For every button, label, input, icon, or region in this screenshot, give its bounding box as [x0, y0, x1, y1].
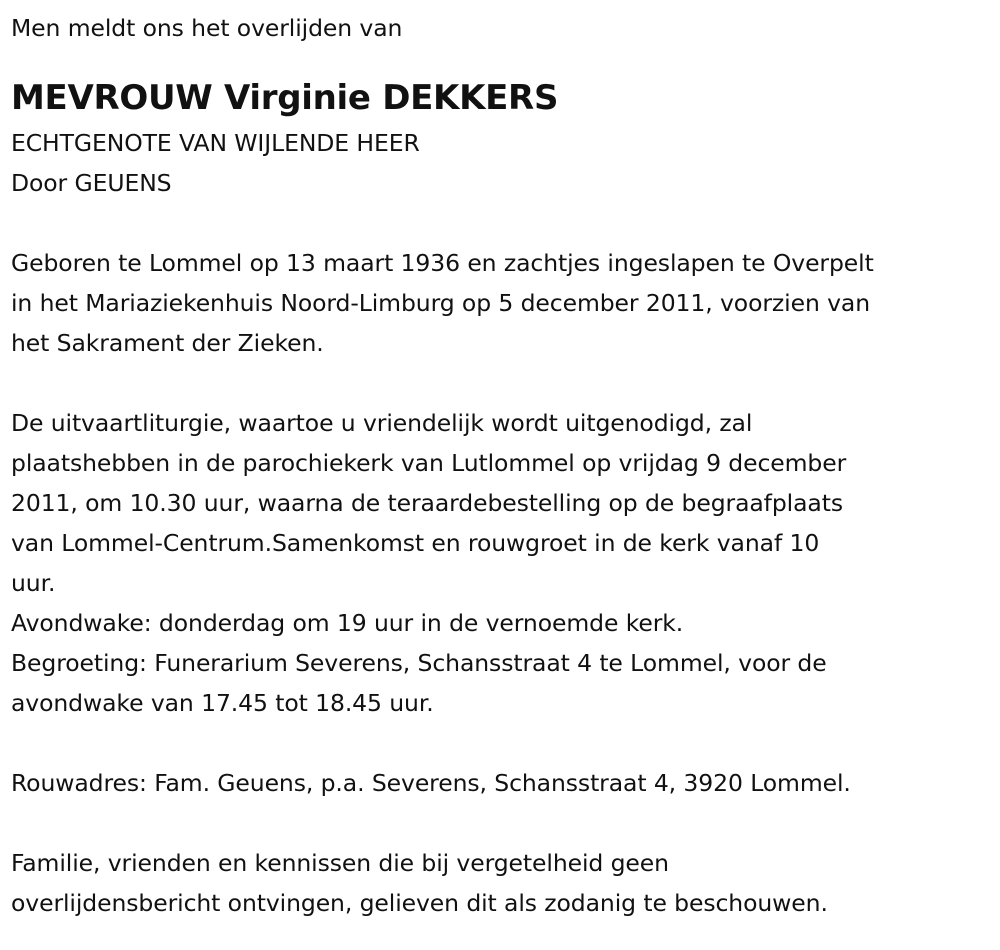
- greeting-line: Begroeting: Funerarium Severens, Schansstraat 4 te Lommel, voor de: [11, 649, 827, 677]
- funeral-line: plaatshebben in de parochiekerk van Lutlommel op vrijdag 9 december: [11, 449, 847, 477]
- wake-line: Avondwake: donderdag om 19 uur in de vernoemde kerk.: [11, 609, 684, 637]
- paragraph-gap: [11, 363, 1000, 403]
- birth-line: Geboren te Lommel op 13 maart 1936 en zachtjes ingeslapen te Overpelt: [11, 249, 874, 277]
- funeral-line: 2011, om 10.30 uur, waarna de teraardebestelling op de begraafplaats: [11, 489, 843, 517]
- intro-text: Men meldt ons het overlijden van: [11, 14, 403, 42]
- closing-line: Familie, vrienden en kennissen die bij vergetelheid geen: [11, 849, 669, 877]
- mourning-address: Rouwadres: Fam. Geuens, p.a. Severens, Schansstraat 4, 3920 Lommel.: [11, 769, 851, 797]
- closing-line: overlijdensbericht ontvingen, gelieven dit als zodanig te beschouwen.: [11, 889, 828, 917]
- funeral-line: van Lommel-Centrum.Samenkomst en rouwgroet in de kerk vanaf 10: [11, 529, 820, 557]
- birth-line: het Sakrament der Zieken.: [11, 329, 324, 357]
- greeting-line: avondwake van 17.45 tot 18.45 uur.: [11, 689, 434, 717]
- spouse-line: Door GEUENS: [11, 169, 172, 197]
- birth-line: in het Mariaziekenhuis Noord-Limburg op 5 december 2011, voorzien van: [11, 289, 871, 317]
- funeral-line: uur.: [11, 569, 56, 597]
- deceased-name: MEVROUW Virginie DEKKERS: [11, 78, 559, 118]
- funeral-line: De uitvaartliturgie, waartoe u vriendelijk wordt uitgenodigd, zal: [11, 409, 753, 437]
- paragraph-gap: [11, 803, 1000, 843]
- paragraph-gap: [11, 723, 1000, 763]
- paragraph-gap: [11, 203, 1000, 243]
- spouse-line: ECHTGENOTE VAN WIJLENDE HEER: [11, 129, 420, 157]
